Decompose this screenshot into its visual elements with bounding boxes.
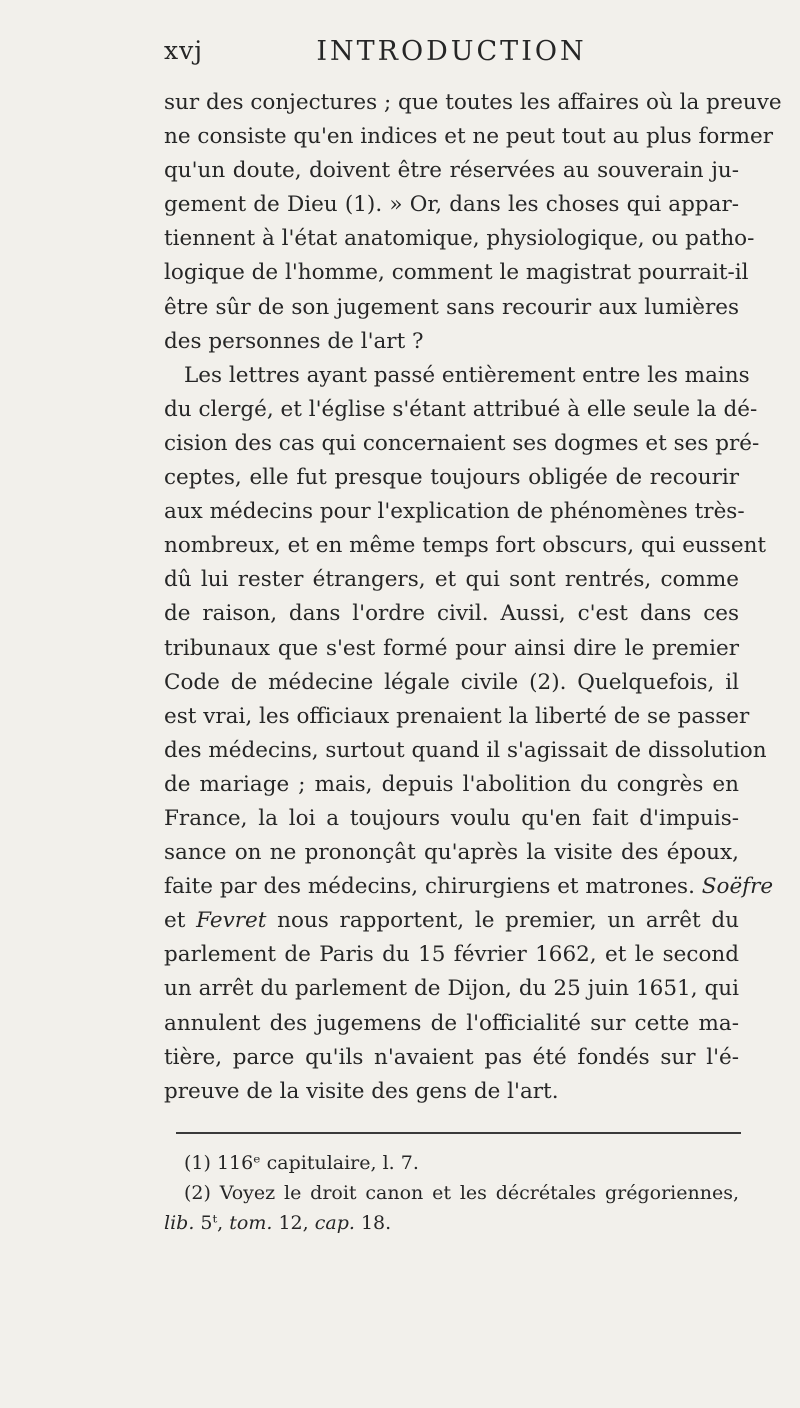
text-line: Les lettres ayant passé entièrement entre les mains bbox=[184, 362, 750, 388]
text-line: ceptes, elle fut presque toujours obligée de recourir bbox=[164, 465, 739, 491]
footnote-divider bbox=[176, 1132, 741, 1134]
text-line bbox=[164, 904, 739, 938]
text-line: de mariage ; mais, depuis l'abolition du congrès en bbox=[164, 771, 739, 797]
text-line: des personnes de l'art ? bbox=[164, 328, 424, 354]
text-line: dû lui rester étrangers, et qui sont rentrés, comme bbox=[164, 567, 739, 593]
text-line: gement de Dieu (1). » Or, dans les choses qui appar- bbox=[164, 192, 739, 218]
text-line: ne consiste qu'en indices et ne peut tout au plus former bbox=[164, 124, 774, 150]
page-header bbox=[164, 36, 739, 76]
footnote-1: (1) 116ᵉ capitulaire, l. 7. bbox=[184, 1152, 419, 1174]
text-line: logique de l'homme, comment le magistrat pourrait-il bbox=[164, 260, 749, 286]
text-line: est vrai, les officiaux prenaient la liberté de se passer bbox=[164, 703, 750, 729]
author-name: Fevret bbox=[196, 908, 267, 934]
text-line: un arrêt du parlement de Dijon, du 25 juin 1651, qui bbox=[164, 976, 739, 1002]
footnote-2-continuation bbox=[164, 1208, 739, 1238]
text-line: tière, parce qu'ils n'avaient pas été fondés sur l'é- bbox=[164, 1044, 739, 1070]
text-segment: faite par des médecins, chirurgiens et matrones. bbox=[164, 874, 695, 900]
text-line bbox=[164, 870, 774, 904]
text-line: Code de médecine légale civile (2). Quelquefois, il bbox=[164, 669, 739, 695]
footnotes bbox=[164, 1148, 739, 1238]
footnote-abbrev: lib. bbox=[164, 1212, 195, 1234]
text-line: preuve de la visite des gens de l'art. bbox=[164, 1078, 559, 1104]
text-line: cision des cas qui concernaient ses dogmes et ses pré- bbox=[164, 430, 760, 456]
footnote-abbrev: cap. bbox=[314, 1212, 355, 1234]
text-line: sance on ne prononçât qu'après la visite des époux, bbox=[164, 840, 739, 866]
page-number: xvj bbox=[164, 36, 203, 65]
text-line: annulent des jugemens de l'officialité sur cette ma- bbox=[164, 1010, 739, 1036]
text-line: parlement de Paris du 15 février 1662, et le second bbox=[164, 942, 739, 968]
body-text bbox=[164, 86, 782, 1109]
text-line: être sûr de son jugement sans recourir aux lumières bbox=[164, 294, 739, 320]
text-line: qu'un doute, doivent être réservées au souverain ju- bbox=[164, 158, 739, 184]
text-segment: nous rapportent, le premier, un arrêt du bbox=[277, 908, 739, 934]
text-line: tribunaux que s'est formé pour ainsi dire le premier bbox=[164, 635, 739, 661]
text-line: France, la loi a toujours voulu qu'en fait d'impuis- bbox=[164, 805, 739, 831]
text-line: des médecins, surtout quand il s'agissait de dissolution bbox=[164, 737, 767, 763]
text-segment: et bbox=[164, 908, 186, 934]
footnote-text: 18. bbox=[360, 1212, 392, 1234]
text-line: nombreux, et en même temps fort obscurs, qui eussent bbox=[164, 533, 767, 559]
footnote-2: (2) Voyez le droit canon et les décrétales grégoriennes, bbox=[184, 1182, 739, 1204]
text-line: sur des conjectures ; que toutes les affaires où la preuve bbox=[164, 90, 782, 115]
author-name: Soëfre bbox=[701, 874, 774, 900]
text-line: du clergé, et l'église s'étant attribué à elle seule la dé- bbox=[164, 396, 758, 422]
text-line: de raison, dans l'ordre civil. Aussi, c'est dans ces bbox=[164, 601, 739, 627]
footnote-text: 5ᵗ, bbox=[200, 1212, 224, 1234]
footnote-abbrev: tom. bbox=[229, 1212, 273, 1234]
text-line: tiennent à l'état anatomique, physiologique, ou patho- bbox=[164, 226, 755, 252]
footnote-text: 12, bbox=[278, 1212, 309, 1234]
running-head: INTRODUCTION bbox=[316, 36, 587, 67]
text-line: aux médecins pour l'explication de phénomènes très- bbox=[164, 499, 745, 525]
